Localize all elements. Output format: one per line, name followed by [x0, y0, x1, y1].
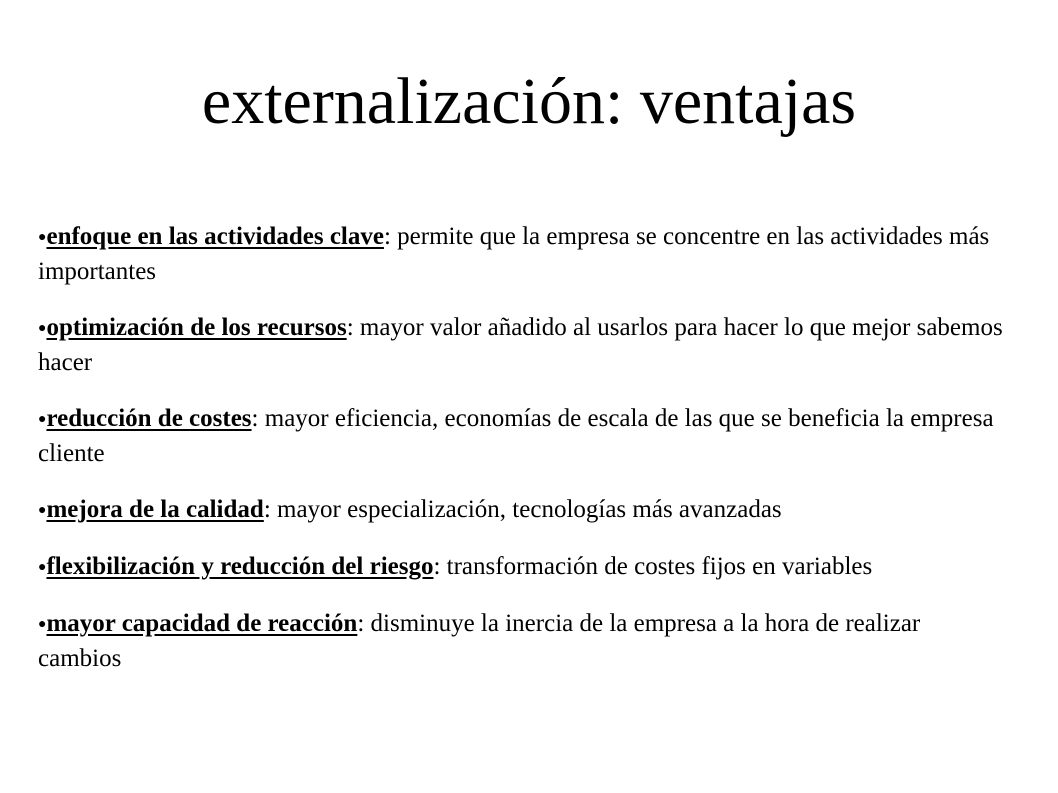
bullet-item [38, 607, 1008, 676]
bullet-dot-icon: ● [38, 617, 47, 632]
bullet-dot-icon: ● [38, 230, 47, 245]
bullet-text: : disminuye la inercia de la empresa a la hora de realizar cambios [38, 610, 921, 672]
bullet-item [38, 311, 1008, 380]
bullet-dot-icon: ● [38, 412, 47, 427]
bullet-text: : permite que la empresa se concentre en las actividades más importantes [38, 223, 990, 285]
bullet-term: flexibilización y reducción del riesgo [46, 553, 434, 580]
bullet-term: reducción de costes [46, 405, 252, 432]
bullet-item [38, 402, 1008, 471]
bullet-text: : transformación de costes fijos en variables [433, 553, 873, 580]
bullet-term: enfoque en las actividades clave [46, 223, 384, 250]
bullet-text: : mayor eficiencia, economías de escala de las que se beneficia la empresa cliente [38, 405, 994, 467]
bullet-dot-icon: ● [38, 560, 47, 575]
bullet-term: optimización de los recursos [46, 314, 347, 341]
bullet-item [38, 493, 1008, 528]
bullet-list [38, 220, 1008, 698]
slide-title: externalización: ventajas [201, 65, 857, 138]
bullet-term: mejora de la calidad [46, 496, 264, 523]
bullet-item [38, 220, 1008, 289]
bullet-dot-icon: ● [38, 503, 47, 518]
bullet-item [38, 550, 1008, 585]
bullet-dot-icon: ● [38, 321, 47, 336]
bullet-term: mayor capacidad de reacción [46, 610, 358, 637]
bullet-text: : mayor especialización, tecnologías más avanzadas [263, 496, 782, 523]
bullet-text: : mayor valor añadido al usarlos para hacer lo que mejor sabemos hacer [38, 314, 1003, 376]
